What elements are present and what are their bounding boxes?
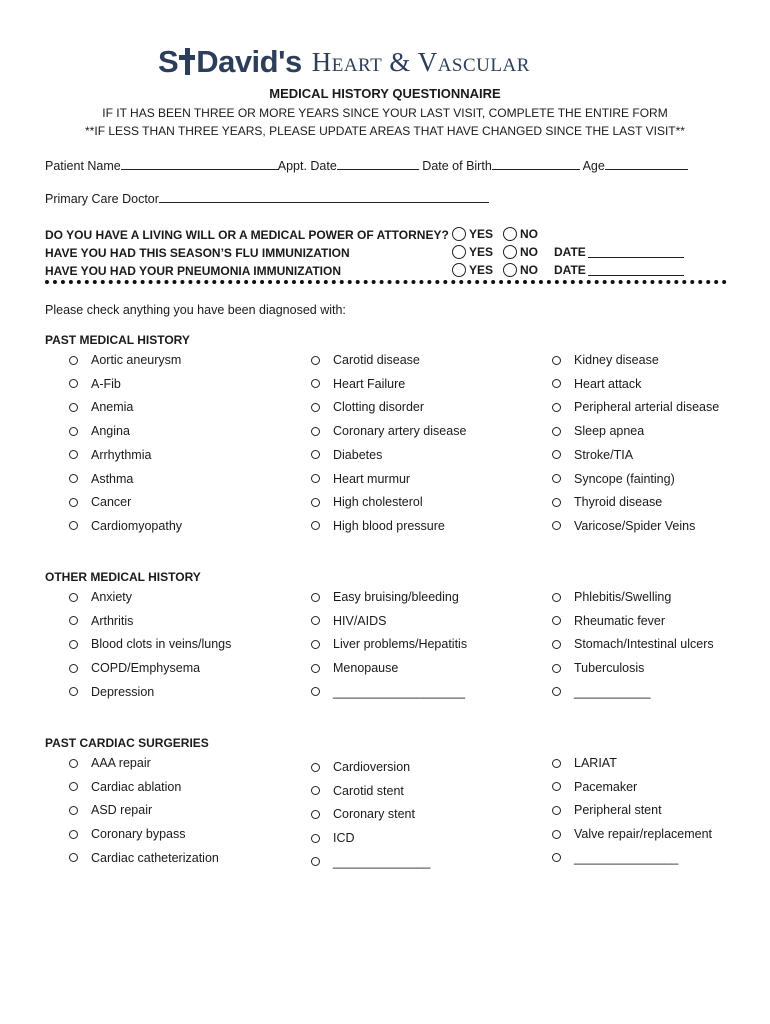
checklist-item-label: _______________ [574, 850, 679, 865]
checklist-item-label: Arthritis [91, 613, 134, 628]
past-medical-history-heading: PAST MEDICAL HISTORY [45, 333, 190, 347]
checklist-item[interactable] [552, 780, 637, 794]
checkbox-circle-icon[interactable] [69, 403, 78, 412]
radio-icon[interactable] [452, 227, 466, 241]
flu-yes[interactable] [452, 245, 493, 259]
radio-icon[interactable] [503, 263, 517, 277]
checklist-item[interactable] [69, 803, 152, 817]
checklist-item-label: Cardiac catheterization [91, 850, 219, 865]
appt-date-label: Appt. Date [277, 159, 337, 173]
checklist-item-label: Peripheral stent [574, 803, 662, 818]
checklist-item[interactable] [69, 400, 133, 414]
pcp-row [45, 191, 489, 206]
checklist-item[interactable] [552, 519, 695, 533]
checklist-item-label: ______________ [333, 854, 431, 869]
checklist-item-label: Coronary artery disease [333, 424, 467, 439]
checkbox-circle-icon[interactable] [69, 830, 78, 839]
checklist-item-label: Tuberculosis [574, 661, 645, 676]
checkbox-circle-icon[interactable] [69, 450, 78, 459]
question-living-will: DO YOU HAVE A LIVING WILL OR A MEDICAL POWER OF ATTORNEY? [45, 228, 449, 242]
checklist-item[interactable] [69, 827, 186, 841]
checklist-item-label: Clotting disorder [333, 400, 425, 415]
checkbox-circle-icon[interactable] [69, 664, 78, 673]
checklist-item-label: Aortic aneurysm [91, 353, 182, 367]
living-will-no[interactable] [503, 227, 538, 241]
checklist-item[interactable] [552, 353, 659, 367]
checkbox-circle-icon[interactable] [311, 498, 320, 507]
question-flu: HAVE YOU HAD THIS SEASON’S FLU IMMUNIZATION [45, 246, 350, 260]
flu-date [554, 245, 684, 259]
checklist-item-label: AAA repair [91, 756, 151, 770]
checkbox-circle-icon[interactable] [69, 616, 78, 625]
checkbox-circle-icon[interactable] [552, 687, 561, 696]
date-label: DATE [554, 263, 586, 277]
patient-name-field[interactable] [121, 158, 278, 170]
checklist-item[interactable] [552, 637, 714, 651]
checklist-item-label: ___________ [574, 684, 651, 699]
st-davids-logo [158, 44, 530, 80]
yes-label: YES [469, 245, 494, 259]
checklist-item[interactable] [69, 353, 181, 367]
checklist-item-label: ___________________ [333, 684, 466, 699]
patient-info-row [45, 158, 688, 173]
checklist-item[interactable] [311, 685, 465, 699]
checkbox-circle-icon[interactable] [69, 379, 78, 388]
checklist-item-label: A-Fib [91, 376, 121, 391]
checklist-item[interactable] [311, 590, 459, 604]
checkbox-circle-icon[interactable] [69, 593, 78, 602]
checkbox-circle-icon[interactable] [311, 687, 320, 696]
logo-brand [158, 44, 302, 80]
checklist-item[interactable] [69, 614, 133, 628]
checklist-item-label: LARIAT [574, 756, 617, 770]
checklist-item[interactable] [69, 637, 231, 651]
checkbox-circle-icon[interactable] [552, 782, 561, 791]
checklist-item-label: Heart Failure [333, 376, 406, 391]
checklist-item-label: Cancer [91, 495, 132, 510]
checklist-item[interactable] [69, 756, 151, 770]
checklist-item-label: Menopause [333, 661, 399, 676]
radio-icon[interactable] [503, 227, 517, 241]
checklist-item-label: Syncope (fainting) [574, 471, 675, 486]
checklist-item-label: Liver problems/Hepatitis [333, 637, 468, 652]
checkbox-circle-icon[interactable] [552, 521, 561, 530]
checklist-item[interactable] [69, 851, 219, 865]
checklist-item-label: Arrhythmia [91, 447, 152, 462]
checkbox-circle-icon[interactable] [552, 427, 561, 436]
checklist-item-label: Peripheral arterial disease [574, 400, 720, 415]
instruction-line-1: IF IT HAS BEEN THREE OR MORE YEARS SINCE YOUR LAST VISIT, COMPLETE THE ENTIRE FORM [102, 106, 668, 120]
checkbox-circle-icon[interactable] [69, 521, 78, 530]
checkbox-circle-icon[interactable] [311, 763, 320, 772]
checkbox-circle-icon[interactable] [552, 450, 561, 459]
dob-field[interactable] [492, 158, 580, 170]
checkbox-circle-icon[interactable] [69, 356, 78, 365]
checklist-item[interactable] [311, 661, 398, 675]
checklist-item-label: High cholesterol [333, 495, 423, 510]
checklist-item[interactable] [552, 756, 617, 770]
checklist-item-label: Depression [91, 684, 155, 699]
checkbox-circle-icon[interactable] [311, 403, 320, 412]
checklist-item[interactable] [69, 519, 182, 533]
logo-brand-s: S [158, 44, 179, 79]
patient-name-label: Patient Name [45, 159, 121, 173]
checkbox-circle-icon[interactable] [311, 356, 320, 365]
checkbox-circle-icon[interactable] [69, 782, 78, 791]
checkbox-circle-icon[interactable] [311, 857, 320, 866]
checklist-item[interactable] [69, 472, 133, 486]
checklist-item[interactable] [311, 424, 466, 438]
pcp-label: Primary Care Doctor [45, 192, 159, 206]
checklist-item-label: Heart attack [574, 376, 642, 391]
checklist-item[interactable] [311, 400, 424, 414]
checklist-item-label: Pacemaker [574, 779, 638, 794]
cross-icon [179, 47, 195, 77]
checklist-item[interactable] [311, 353, 420, 367]
checklist-item[interactable] [552, 827, 712, 841]
checklist-item-label: ASD repair [91, 803, 153, 818]
age-field[interactable] [605, 158, 688, 170]
checklist-item-label: Blood clots in veins/lungs [91, 637, 232, 652]
checklist-item-label: Stomach/Intestinal ulcers [574, 637, 714, 652]
checkbox-circle-icon[interactable] [311, 593, 320, 602]
checklist-item-label: Coronary stent [333, 807, 415, 822]
checklist-item[interactable] [311, 472, 410, 486]
checklist-item-label: Diabetes [333, 447, 383, 462]
age-label: Age [582, 159, 605, 173]
checklist-item[interactable] [552, 424, 644, 438]
checkbox-circle-icon[interactable] [311, 427, 320, 436]
checkbox-circle-icon[interactable] [69, 498, 78, 507]
checklist-item[interactable] [552, 851, 678, 865]
checklist-item[interactable] [311, 519, 445, 533]
checkbox-circle-icon[interactable] [69, 687, 78, 696]
checkbox-circle-icon[interactable] [552, 356, 561, 365]
date-label: DATE [554, 245, 586, 259]
checklist-item[interactable] [311, 831, 355, 845]
checklist-item[interactable] [311, 495, 423, 509]
no-label: NO [520, 263, 538, 277]
checkbox-circle-icon[interactable] [552, 474, 561, 483]
pneumonia-date [554, 263, 684, 277]
checklist-item[interactable] [311, 760, 410, 774]
checkbox-circle-icon[interactable] [552, 759, 561, 768]
logo-division: Heart & Vascular [311, 46, 530, 77]
checklist-item[interactable] [311, 377, 405, 391]
form-title: MEDICAL HISTORY QUESTIONNAIRE [269, 86, 501, 101]
checklist-item-label: Thyroid disease [574, 495, 663, 510]
dotted-divider [45, 280, 727, 284]
flu-no[interactable] [503, 245, 538, 259]
checkbox-circle-icon[interactable] [552, 664, 561, 673]
checkbox-circle-icon[interactable] [552, 830, 561, 839]
checkbox-circle-icon[interactable] [311, 474, 320, 483]
no-label: NO [520, 227, 538, 241]
checklist-item-label: Phlebitis/Swelling [574, 590, 672, 604]
checklist-item-label: COPD/Emphysema [91, 661, 201, 676]
diagnosis-instruction: Please check anything you have been diagnosed with: [45, 303, 346, 317]
checkbox-circle-icon[interactable] [311, 379, 320, 388]
checkbox-circle-icon[interactable] [69, 806, 78, 815]
checklist-item[interactable] [69, 590, 132, 604]
checkbox-circle-icon[interactable] [311, 786, 320, 795]
checkbox-circle-icon[interactable] [311, 810, 320, 819]
checklist-item-label: Cardiac ablation [91, 779, 182, 794]
past-cardiac-surgeries-heading: PAST CARDIAC SURGERIES [45, 736, 209, 750]
checklist-item[interactable] [69, 685, 154, 699]
checkbox-circle-icon[interactable] [69, 759, 78, 768]
pneumonia-no[interactable] [503, 263, 538, 277]
checkbox-circle-icon[interactable] [552, 806, 561, 815]
dob-label: Date of Birth [422, 159, 492, 173]
checklist-item-label: High blood pressure [333, 518, 445, 533]
checklist-item[interactable] [552, 685, 650, 699]
checklist-item[interactable] [552, 472, 675, 486]
checkbox-circle-icon[interactable] [311, 616, 320, 625]
checklist-item-label: Sleep apnea [574, 424, 645, 439]
checkbox-circle-icon[interactable] [552, 403, 561, 412]
checkbox-circle-icon[interactable] [552, 640, 561, 649]
checklist-item-label: Carotid stent [333, 783, 404, 798]
checklist-item[interactable] [311, 637, 467, 651]
pcp-field[interactable] [159, 191, 489, 203]
checkbox-circle-icon[interactable] [552, 593, 561, 602]
checklist-item[interactable] [311, 784, 404, 798]
checklist-item[interactable] [552, 377, 641, 391]
yes-label: YES [469, 263, 494, 277]
checkbox-circle-icon[interactable] [311, 640, 320, 649]
appt-date-field[interactable] [337, 158, 419, 170]
pneumonia-yes[interactable] [452, 263, 493, 277]
checklist-item[interactable] [69, 661, 200, 675]
pneumonia-date-field[interactable] [588, 265, 684, 276]
checkbox-circle-icon[interactable] [69, 427, 78, 436]
checklist-item[interactable] [311, 807, 415, 821]
checklist-item[interactable] [552, 448, 633, 462]
checklist-item[interactable] [69, 377, 121, 391]
checkbox-circle-icon[interactable] [552, 498, 561, 507]
other-medical-history-heading: OTHER MEDICAL HISTORY [45, 570, 201, 584]
checklist-item-label: Angina [91, 424, 130, 439]
checklist-item-label: Anxiety [91, 590, 132, 604]
checkbox-circle-icon[interactable] [69, 853, 78, 862]
checklist-item[interactable] [552, 400, 719, 414]
checkbox-circle-icon[interactable] [311, 834, 320, 843]
radio-icon[interactable] [503, 245, 517, 259]
checklist-item-label: Asthma [91, 471, 134, 486]
checklist-item-label: Valve repair/replacement [574, 827, 713, 842]
checklist-item[interactable] [69, 780, 181, 794]
checkbox-circle-icon[interactable] [552, 379, 561, 388]
checklist-item-label: Coronary bypass [91, 827, 186, 842]
checklist-item-label: Stroke/TIA [574, 447, 634, 462]
checklist-item[interactable] [69, 424, 130, 438]
checklist-item-label: Heart murmur [333, 471, 411, 486]
checklist-item-label: Carotid disease [333, 353, 420, 367]
instruction-line-2: **IF LESS THAN THREE YEARS, PLEASE UPDATE AREAS THAT HAVE CHANGED SINCE THE LAST VISIT** [85, 124, 685, 138]
yes-label: YES [469, 227, 494, 241]
checklist-item[interactable] [311, 614, 387, 628]
checklist-item[interactable] [552, 614, 665, 628]
checklist-item[interactable] [69, 448, 151, 462]
checklist-item-label: Kidney disease [574, 353, 659, 367]
checklist-item-label: Rheumatic fever [574, 613, 666, 628]
no-label: NO [520, 245, 538, 259]
checklist-item[interactable] [552, 590, 671, 604]
checklist-item-label: Easy bruising/bleeding [333, 590, 459, 604]
checkbox-circle-icon[interactable] [552, 853, 561, 862]
flu-date-field[interactable] [588, 247, 684, 258]
logo-brand-rest: David's [196, 44, 302, 79]
radio-icon[interactable] [452, 245, 466, 259]
checklist-item[interactable] [552, 495, 662, 509]
question-pneumonia: HAVE YOU HAD YOUR PNEUMONIA IMMUNIZATION [45, 264, 342, 278]
living-will-yes[interactable] [452, 227, 493, 241]
checkbox-circle-icon[interactable] [552, 616, 561, 625]
checklist-item[interactable] [552, 661, 644, 675]
checklist-item-label: Anemia [91, 400, 134, 415]
checklist-item-label: Cardioversion [333, 760, 411, 774]
checklist-item-label: HIV/AIDS [333, 613, 387, 628]
checklist-item-label: ICD [333, 831, 355, 846]
radio-icon[interactable] [452, 263, 466, 277]
checklist-item[interactable] [552, 803, 662, 817]
checklist-item-label: Varicose/Spider Veins [574, 518, 696, 533]
checklist-item[interactable] [69, 495, 131, 509]
checkbox-circle-icon[interactable] [311, 521, 320, 530]
checkbox-circle-icon[interactable] [69, 640, 78, 649]
checklist-item-label: Cardiomyopathy [91, 518, 183, 533]
checkbox-circle-icon[interactable] [311, 450, 320, 459]
checklist-item[interactable] [311, 448, 382, 462]
checkbox-circle-icon[interactable] [311, 664, 320, 673]
checklist-item[interactable] [311, 855, 430, 869]
checkbox-circle-icon[interactable] [69, 474, 78, 483]
